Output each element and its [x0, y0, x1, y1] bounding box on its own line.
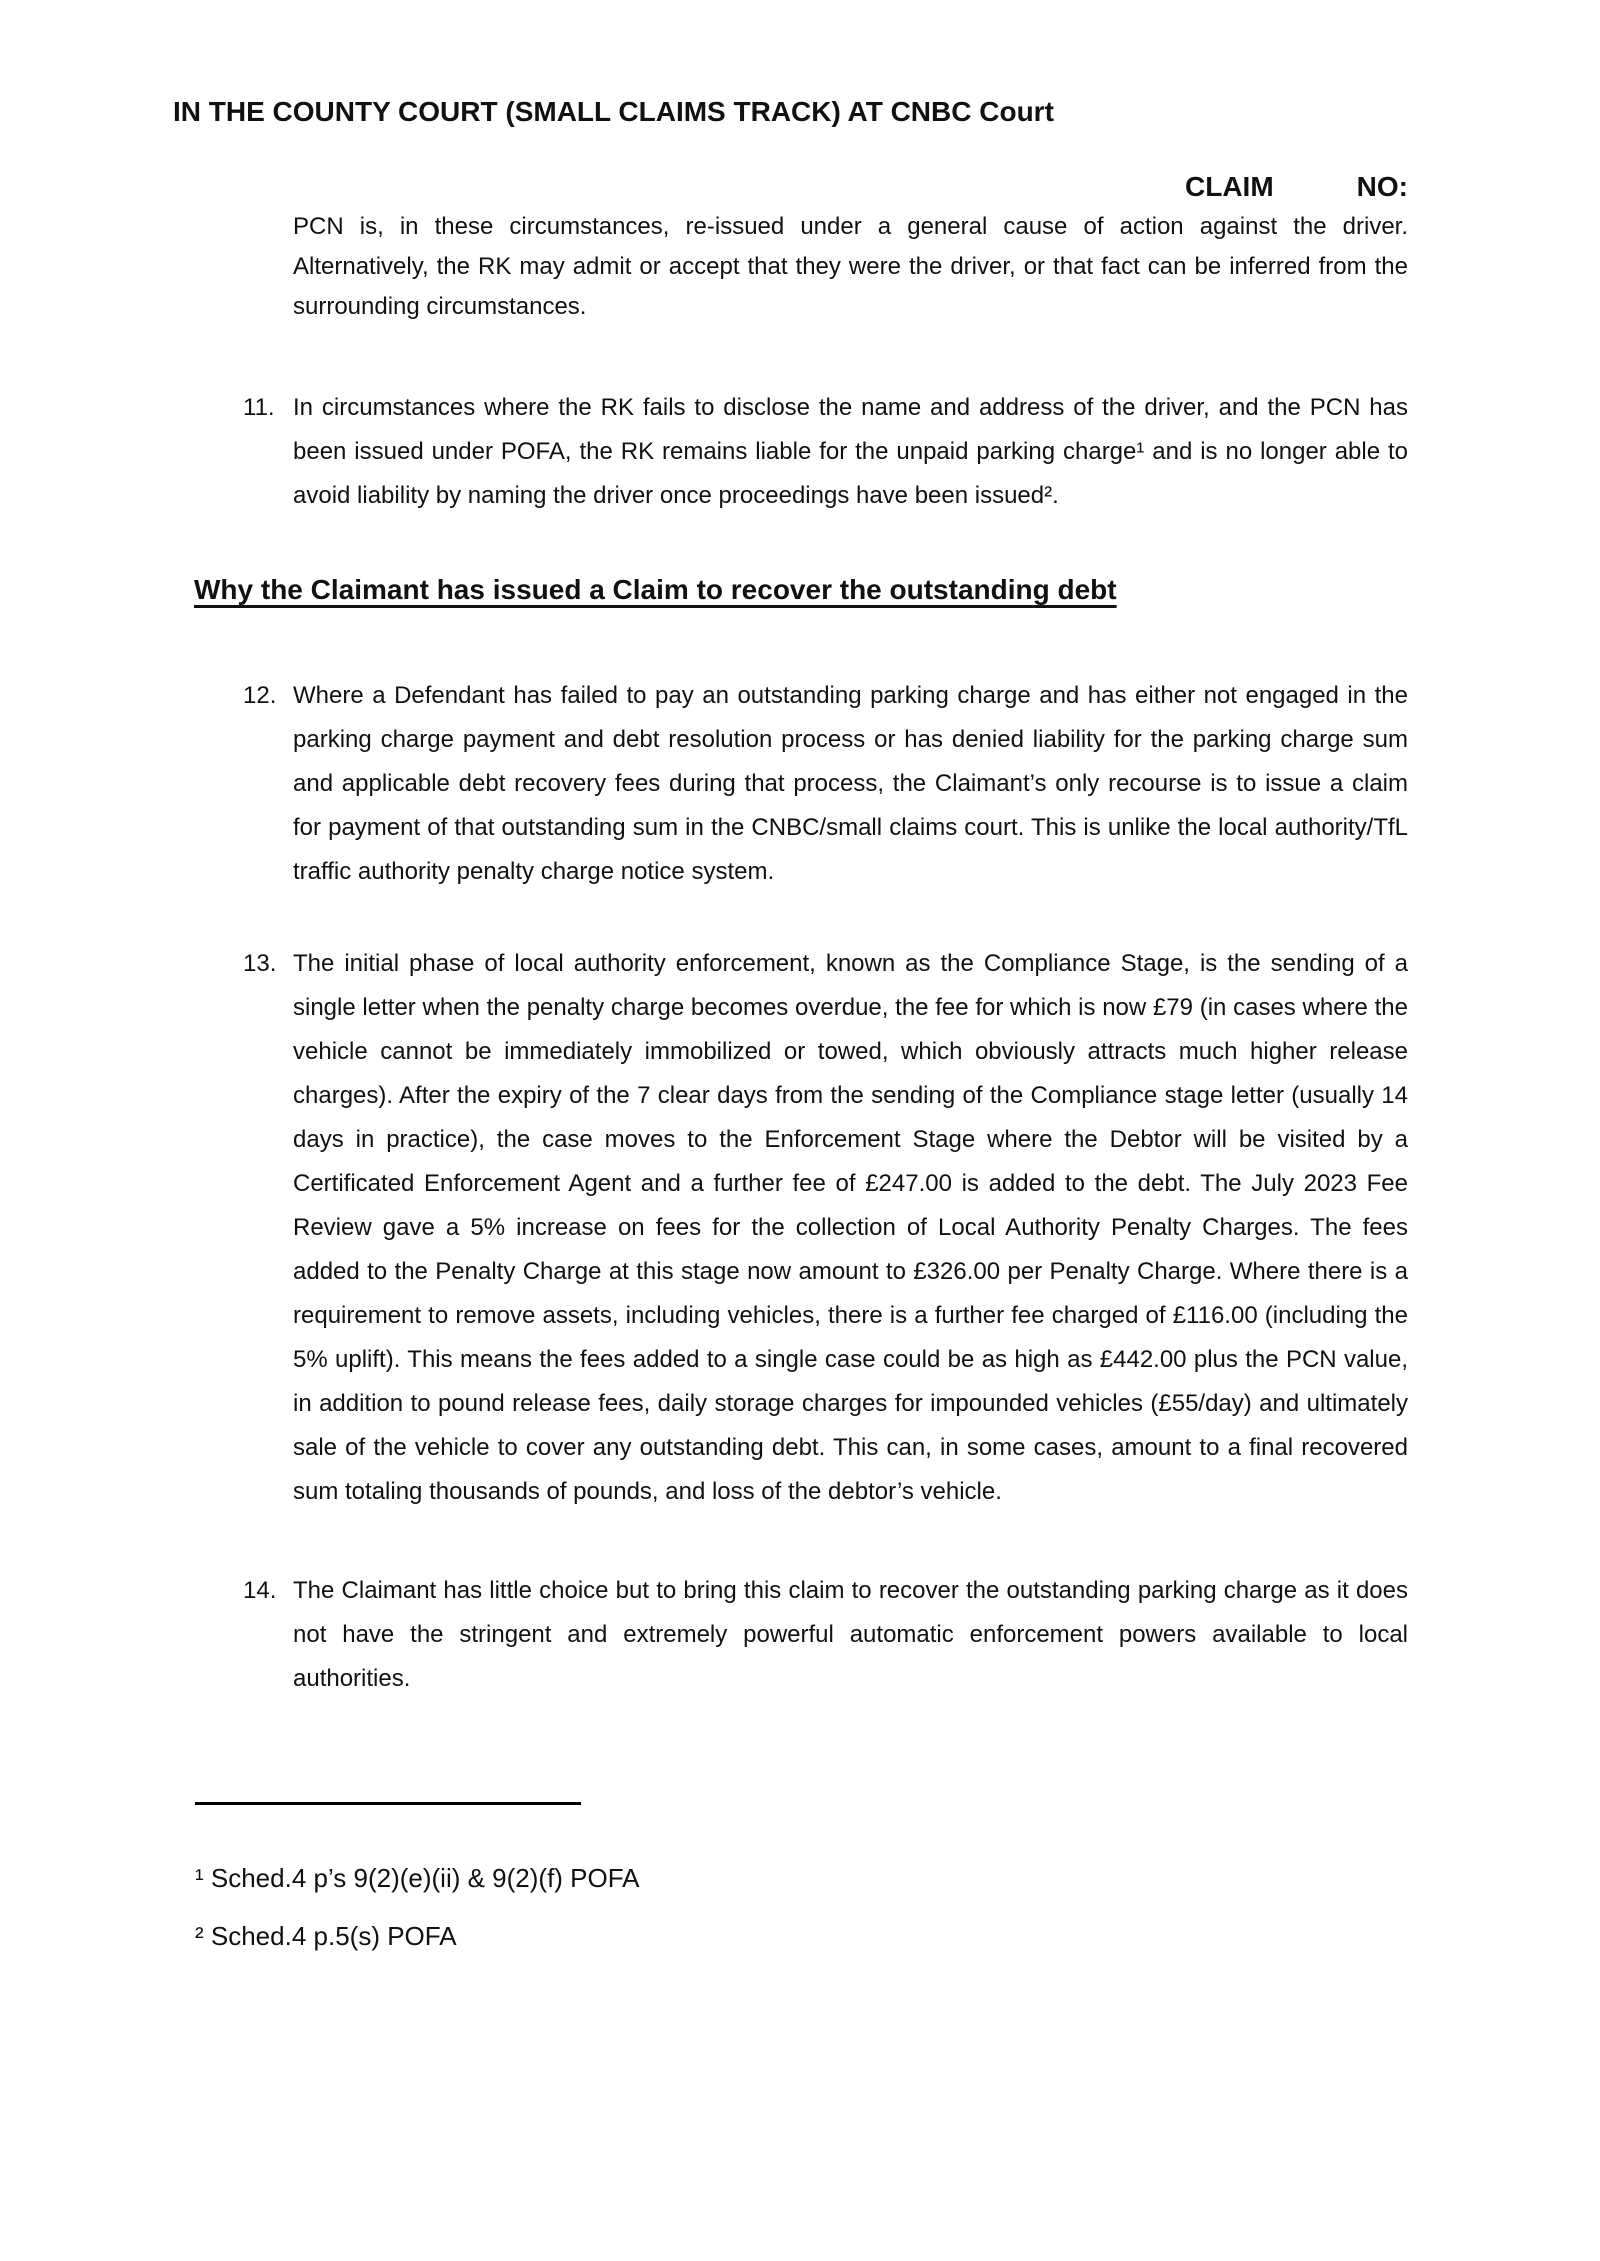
numbered-item-13 [243, 942, 1408, 1514]
footnote-1: ¹ Sched.4 p’s 9(2)(e)(ii) & 9(2)(f) POFA [195, 1863, 640, 1893]
claim-label: CLAIM [1185, 171, 1274, 202]
footnote-2: ² Sched.4 p.5(s) POFA [195, 1921, 457, 1951]
item-13-text: The initial phase of local authority enforcement, known as the Compliance Stage, is the sending of a single letter when the penalty charge becomes overdue, the fee for which is now £79 (in cases where the vehicle cannot be immediately immobilized or towed, which obviously attracts much higher release charges). After the expiry of the 7 clear days from the sending of the Compliance stage letter (usually 14 days in practice), the case moves to the Enforcement Stage where the Debtor will be visited by a Certificated Enforcement Agent and a further fee of £247.00 is added to the debt. The July 2023 Fee Review gave a 5% increase on fees for the collection of Local Authority Penalty Charges. The fees added to the Penalty Charge at this stage now amount to £326.00 per Penalty Charge. Where there is a requirement to remove assets, including vehicles, there is a further fee charged of £116.00 (including the 5% uplift). This means the fees added to a single case could be as high as £442.00 plus the PCN value, in addition to pound release fees, daily storage charges for impounded vehicles (£55/day) and ultimately sale of the vehicle to cover any outstanding debt. This can, in some cases, amount to a final recovered sum totaling thousands of pounds, and loss of the debtor’s vehicle. [293, 950, 1408, 1505]
numbered-item-12 [243, 674, 1408, 894]
continuation-paragraph: PCN is, in these circumstances, re-issued under a general cause of action against the driver. Alternatively, the RK may admit or accept that they were the driver, or that fact can be inferred from the surrounding circumstances. [293, 213, 1408, 320]
claim-number-line [1185, 167, 1408, 207]
item-12-text: Where a Defendant has failed to pay an outstanding parking charge and has either not engaged in the parking charge payment and debt resolution process or has denied liability for the parking charge sum and applicable debt recovery fees during that process, the Claimant’s only recourse is to issue a claim for payment of that outstanding sum in the CNBC/small claims court. This is unlike the local authority/TfL traffic authority penalty charge notice system. [293, 682, 1408, 885]
numbered-item-14 [243, 1569, 1408, 1701]
item-13-number: 13. [243, 950, 277, 977]
footnote-separator [195, 1802, 581, 1805]
item-11-number: 11. [243, 394, 275, 421]
item-11-text: In circumstances where the RK fails to disclose the name and address of the driver, and the PCN has been issued under POFA, the RK remains liable for the unpaid parking charge¹ and is no longer able to avoid liability by naming the driver once proceedings have been issued². [293, 394, 1408, 509]
claim-no-label: NO: [1356, 171, 1408, 202]
item-12-number: 12. [243, 682, 277, 709]
court-header: IN THE COUNTY COURT (SMALL CLAIMS TRACK) AT CNBC Court [173, 96, 1054, 127]
numbered-item-11 [243, 386, 1408, 518]
section-heading: Why the Claimant has issued a Claim to recover the outstanding debt [194, 574, 1117, 605]
item-14-number: 14. [243, 1577, 277, 1604]
item-14-text: The Claimant has little choice but to bring this claim to recover the outstanding parking charge as it does not have the stringent and extremely powerful automatic enforcement powers available to local authorities. [293, 1577, 1408, 1692]
